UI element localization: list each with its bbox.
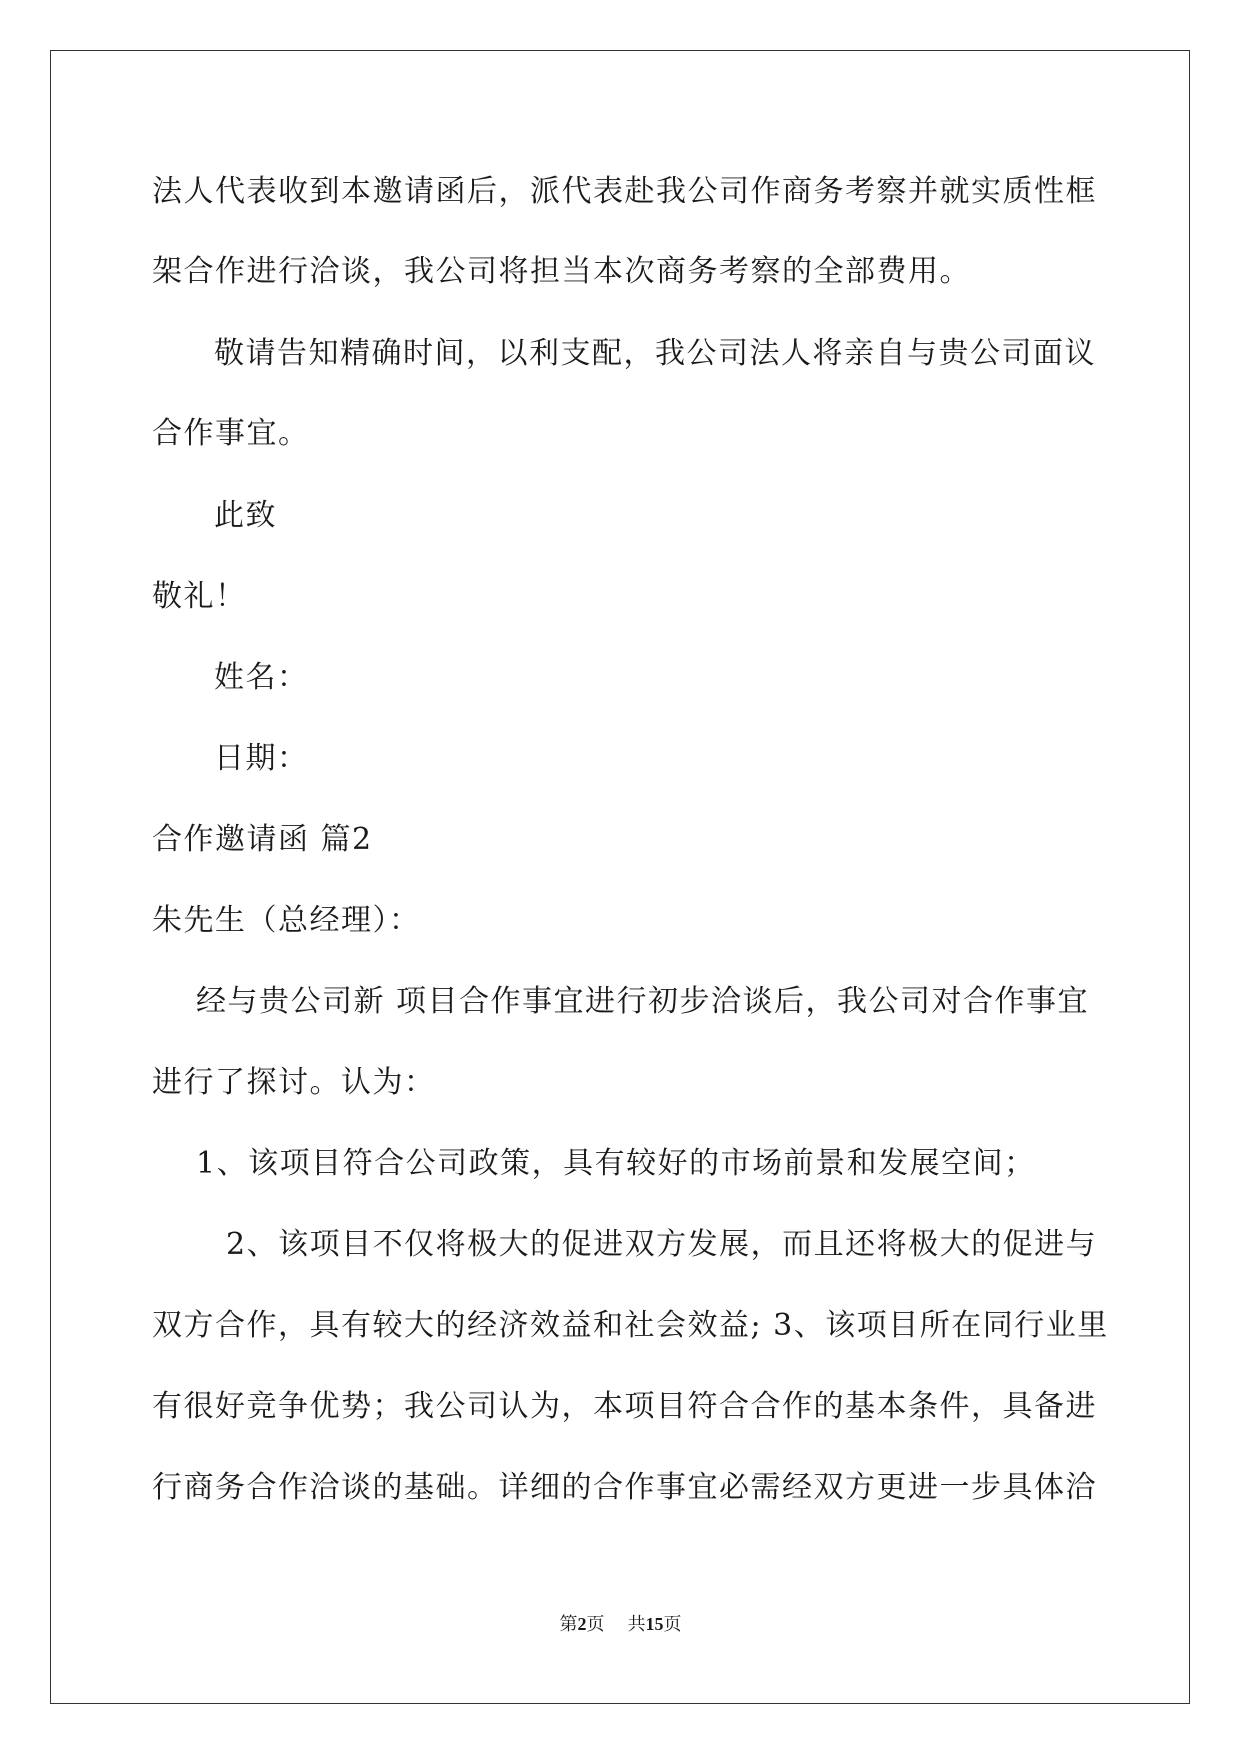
addressee: 朱先生（总经理）：: [152, 903, 421, 938]
text-line-11: 经与贵公司新 项目合作事宜进行初步洽谈后，我公司对合作事宜: [196, 984, 1090, 1019]
footer-total-suffix: 页: [663, 1614, 682, 1635]
section-heading: 合作邀请函 篇2: [152, 822, 373, 857]
salutation: 敬礼！: [152, 579, 247, 614]
current-page-number: 2: [577, 1614, 587, 1634]
footer-total-prefix: 共: [627, 1614, 646, 1635]
text-line-3: 敬请告知精确时间，以利支配，我公司法人将亲自与贵公司面议: [214, 336, 1096, 371]
date-field-label: 日期：: [214, 741, 309, 776]
page-border: [50, 50, 1190, 1704]
text-line-12: 进行了探讨。认为：: [152, 1065, 436, 1100]
text-line-17: 行商务合作洽谈的基础。详细的合作事宜必需经双方更进一步具体洽: [152, 1470, 1097, 1505]
list-item-1: 1、该项目符合公司政策，具有较好的市场前景和发展空间；: [196, 1146, 1036, 1181]
text-line-2: 架合作进行洽谈，我公司将担当本次商务考察的全部费用。: [152, 254, 971, 289]
total-pages-number: 15: [645, 1614, 664, 1634]
closing-phrase: 此致: [214, 498, 277, 533]
footer-prefix: 第: [559, 1614, 578, 1635]
text-line-16: 有很好竞争优势；我公司认为，本项目符合合作的基本条件，具备进: [152, 1389, 1097, 1424]
text-line-4: 合作事宜。: [152, 416, 310, 451]
name-field-label: 姓名：: [214, 660, 309, 695]
page-footer: [0, 1612, 1241, 1637]
text-line-1: 法人代表收到本邀请函后，派代表赴我公司作商务考察并就实质性框: [152, 174, 1097, 209]
footer-page-suffix: 页: [586, 1614, 605, 1635]
list-item-2: 2、该项目不仅将极大的促进双方发展，而且还将极大的促进与: [226, 1227, 1098, 1262]
text-line-15: 双方合作，具有较大的经济效益和社会效益; 3、该项目所在同行业里: [152, 1308, 1109, 1343]
